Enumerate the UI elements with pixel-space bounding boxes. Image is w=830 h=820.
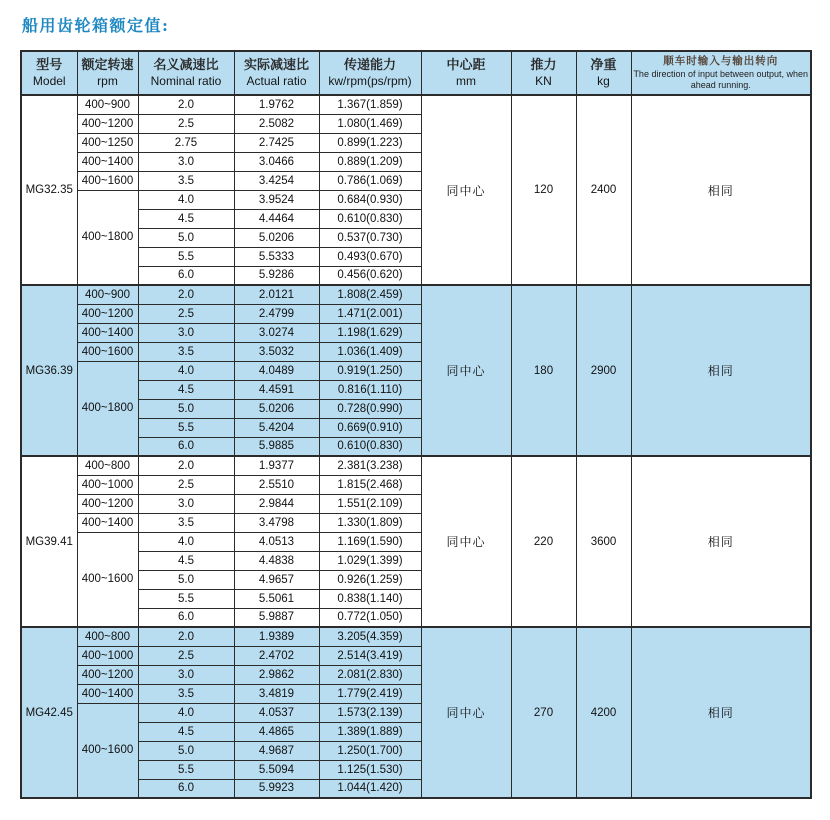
actual-ratio-cell: 2.5082	[234, 114, 319, 133]
column-header-actual-zh: 实际减速比	[243, 57, 309, 73]
table-row	[21, 627, 811, 646]
capacity-cell: 1.389(1.889)	[319, 722, 421, 741]
rpm-range-cell: 400~1600	[77, 532, 138, 627]
actual-ratio-cell: 4.4591	[234, 380, 319, 399]
column-header-model-zh: 型号	[36, 57, 63, 73]
rpm-range-cell: 400~1600	[77, 342, 138, 361]
nominal-ratio-cell: 6.0	[138, 608, 234, 627]
model-cell: MG42.45	[21, 627, 77, 798]
column-header-thrust-en: KN	[535, 73, 552, 88]
nominal-ratio-cell: 6.0	[138, 266, 234, 285]
rpm-range-cell: 400~1200	[77, 304, 138, 323]
actual-ratio-cell: 1.9762	[234, 95, 319, 114]
actual-ratio-cell: 5.9923	[234, 779, 319, 798]
nominal-ratio-cell: 5.5	[138, 589, 234, 608]
capacity-cell: 2.081(2.830)	[319, 665, 421, 684]
capacity-cell: 1.330(1.809)	[319, 513, 421, 532]
nominal-ratio-cell: 4.5	[138, 551, 234, 570]
actual-ratio-cell: 4.9657	[234, 570, 319, 589]
nominal-ratio-cell: 6.0	[138, 437, 234, 456]
table-body	[21, 95, 811, 798]
nominal-ratio-cell: 4.5	[138, 722, 234, 741]
column-header-model	[21, 51, 77, 95]
capacity-cell: 0.610(0.830)	[319, 437, 421, 456]
column-header-center	[421, 51, 511, 95]
capacity-cell: 1.250(1.700)	[319, 741, 421, 760]
capacity-cell: 1.044(1.420)	[319, 779, 421, 798]
nominal-ratio-cell: 4.0	[138, 190, 234, 209]
nominal-ratio-cell: 4.5	[138, 380, 234, 399]
column-header-rpm-zh: 额定转速	[81, 57, 134, 73]
nominal-ratio-cell: 3.5	[138, 171, 234, 190]
nominal-ratio-cell: 4.5	[138, 209, 234, 228]
rpm-range-cell: 400~1600	[77, 703, 138, 798]
rpm-range-cell: 400~1800	[77, 361, 138, 456]
nominal-ratio-cell: 5.0	[138, 741, 234, 760]
capacity-cell: 1.029(1.399)	[319, 551, 421, 570]
nominal-ratio-cell: 5.0	[138, 399, 234, 418]
direction-cell: 相同	[631, 285, 811, 456]
capacity-cell: 1.573(2.139)	[319, 703, 421, 722]
actual-ratio-cell: 5.4204	[234, 418, 319, 437]
actual-ratio-cell: 5.5094	[234, 760, 319, 779]
actual-ratio-cell: 2.4799	[234, 304, 319, 323]
nominal-ratio-cell: 4.0	[138, 703, 234, 722]
gearbox-spec-table	[20, 50, 812, 799]
actual-ratio-cell: 2.0121	[234, 285, 319, 304]
table-row	[21, 95, 811, 114]
actual-ratio-cell: 5.5333	[234, 247, 319, 266]
actual-ratio-cell: 4.4464	[234, 209, 319, 228]
thrust-cell: 220	[511, 456, 576, 627]
rpm-range-cell: 400~900	[77, 95, 138, 114]
nominal-ratio-cell: 6.0	[138, 779, 234, 798]
nominal-ratio-cell: 5.5	[138, 418, 234, 437]
rpm-range-cell: 400~1200	[77, 494, 138, 513]
rpm-range-cell: 400~900	[77, 285, 138, 304]
capacity-cell: 0.889(1.209)	[319, 152, 421, 171]
capacity-cell: 0.684(0.930)	[319, 190, 421, 209]
actual-ratio-cell: 4.0513	[234, 532, 319, 551]
table-header	[21, 51, 811, 95]
nominal-ratio-cell: 2.0	[138, 285, 234, 304]
nominal-ratio-cell: 2.0	[138, 627, 234, 646]
column-header-thrust-zh: 推力	[530, 57, 557, 73]
capacity-cell: 2.514(3.419)	[319, 646, 421, 665]
nominal-ratio-cell: 2.0	[138, 95, 234, 114]
column-header-weight-zh: 净重	[590, 57, 617, 73]
actual-ratio-cell: 3.9524	[234, 190, 319, 209]
rpm-range-cell: 400~1000	[77, 646, 138, 665]
actual-ratio-cell: 4.0537	[234, 703, 319, 722]
actual-ratio-cell: 5.0206	[234, 228, 319, 247]
weight-cell: 2900	[576, 285, 631, 456]
capacity-cell: 1.125(1.530)	[319, 760, 421, 779]
rpm-range-cell: 400~800	[77, 627, 138, 646]
model-cell: MG39.41	[21, 456, 77, 627]
capacity-cell: 0.537(0.730)	[319, 228, 421, 247]
actual-ratio-cell: 5.9887	[234, 608, 319, 627]
nominal-ratio-cell: 3.0	[138, 323, 234, 342]
thrust-cell: 270	[511, 627, 576, 798]
weight-cell: 2400	[576, 95, 631, 285]
rpm-range-cell: 400~1000	[77, 475, 138, 494]
capacity-cell: 1.815(2.468)	[319, 475, 421, 494]
actual-ratio-cell: 5.5061	[234, 589, 319, 608]
column-header-direction	[631, 51, 811, 95]
nominal-ratio-cell: 2.5	[138, 646, 234, 665]
capacity-cell: 0.816(1.110)	[319, 380, 421, 399]
rpm-range-cell: 400~1400	[77, 684, 138, 703]
rpm-range-cell: 400~1200	[77, 114, 138, 133]
column-header-capacity	[319, 51, 421, 95]
capacity-cell: 1.036(1.409)	[319, 342, 421, 361]
weight-cell: 3600	[576, 456, 631, 627]
center-distance-cell: 同中心	[421, 95, 511, 285]
capacity-cell: 2.381(3.238)	[319, 456, 421, 475]
actual-ratio-cell: 2.7425	[234, 133, 319, 152]
capacity-cell: 0.899(1.223)	[319, 133, 421, 152]
capacity-cell: 1.808(2.459)	[319, 285, 421, 304]
nominal-ratio-cell: 3.0	[138, 152, 234, 171]
column-header-capacity-en: kw/rpm(ps/rpm)	[328, 73, 412, 88]
nominal-ratio-cell: 4.0	[138, 532, 234, 551]
actual-ratio-cell: 2.9862	[234, 665, 319, 684]
capacity-cell: 1.367(1.859)	[319, 95, 421, 114]
column-header-capacity-zh: 传递能力	[343, 57, 396, 73]
rpm-range-cell: 400~1400	[77, 513, 138, 532]
column-header-rpm	[77, 51, 138, 95]
actual-ratio-cell: 5.9286	[234, 266, 319, 285]
column-header-nominal	[138, 51, 234, 95]
rpm-range-cell: 400~1250	[77, 133, 138, 152]
capacity-cell: 1.169(1.590)	[319, 532, 421, 551]
nominal-ratio-cell: 2.5	[138, 475, 234, 494]
capacity-cell: 0.838(1.140)	[319, 589, 421, 608]
rpm-range-cell: 400~1400	[77, 152, 138, 171]
nominal-ratio-cell: 3.0	[138, 665, 234, 684]
column-header-nominal-zh: 名义减速比	[153, 57, 219, 73]
capacity-cell: 0.919(1.250)	[319, 361, 421, 380]
capacity-cell: 1.471(2.001)	[319, 304, 421, 323]
actual-ratio-cell: 4.4838	[234, 551, 319, 570]
actual-ratio-cell: 2.9844	[234, 494, 319, 513]
direction-cell: 相同	[631, 456, 811, 627]
column-header-thrust	[511, 51, 576, 95]
model-cell: MG32.35	[21, 95, 77, 285]
column-header-rpm-en: rpm	[97, 73, 118, 88]
center-distance-cell: 同中心	[421, 285, 511, 456]
column-header-direction-en: The direction of input between output, when ahead running.	[633, 69, 809, 91]
capacity-cell: 0.728(0.990)	[319, 399, 421, 418]
rpm-range-cell: 400~1400	[77, 323, 138, 342]
column-header-weight-en: kg	[597, 73, 610, 88]
column-header-model-en: Model	[32, 73, 66, 88]
column-header-nominal-en: Nominal ratio	[150, 73, 222, 88]
nominal-ratio-cell: 5.0	[138, 228, 234, 247]
nominal-ratio-cell: 5.0	[138, 570, 234, 589]
column-header-center-zh: 中心距	[446, 57, 486, 73]
rpm-range-cell: 400~1600	[77, 171, 138, 190]
direction-cell: 相同	[631, 627, 811, 798]
capacity-cell: 1.080(1.469)	[319, 114, 421, 133]
capacity-cell: 0.669(0.910)	[319, 418, 421, 437]
center-distance-cell: 同中心	[421, 456, 511, 627]
nominal-ratio-cell: 2.75	[138, 133, 234, 152]
column-header-center-en: mm	[456, 73, 476, 88]
column-header-actual	[234, 51, 319, 95]
actual-ratio-cell: 3.0274	[234, 323, 319, 342]
rpm-range-cell: 400~1200	[77, 665, 138, 684]
actual-ratio-cell: 1.9377	[234, 456, 319, 475]
nominal-ratio-cell: 3.5	[138, 684, 234, 703]
capacity-cell: 0.772(1.050)	[319, 608, 421, 627]
rpm-range-cell: 400~1800	[77, 190, 138, 285]
nominal-ratio-cell: 3.0	[138, 494, 234, 513]
nominal-ratio-cell: 4.0	[138, 361, 234, 380]
capacity-cell: 3.205(4.359)	[319, 627, 421, 646]
weight-cell: 4200	[576, 627, 631, 798]
actual-ratio-cell: 4.9687	[234, 741, 319, 760]
column-header-direction-zh: 顺车时输入与输出转向	[663, 55, 779, 68]
column-header-weight	[576, 51, 631, 95]
actual-ratio-cell: 3.4819	[234, 684, 319, 703]
actual-ratio-cell: 2.4702	[234, 646, 319, 665]
thrust-cell: 180	[511, 285, 576, 456]
direction-cell: 相同	[631, 95, 811, 285]
actual-ratio-cell: 3.5032	[234, 342, 319, 361]
capacity-cell: 0.786(1.069)	[319, 171, 421, 190]
actual-ratio-cell: 3.0466	[234, 152, 319, 171]
page-title: 船用齿轮箱额定值:	[22, 16, 170, 35]
nominal-ratio-cell: 2.0	[138, 456, 234, 475]
nominal-ratio-cell: 3.5	[138, 513, 234, 532]
capacity-cell: 1.551(2.109)	[319, 494, 421, 513]
model-cell: MG36.39	[21, 285, 77, 456]
actual-ratio-cell: 2.5510	[234, 475, 319, 494]
table-row	[21, 456, 811, 475]
actual-ratio-cell: 5.0206	[234, 399, 319, 418]
actual-ratio-cell: 4.4865	[234, 722, 319, 741]
rpm-range-cell: 400~800	[77, 456, 138, 475]
nominal-ratio-cell: 2.5	[138, 304, 234, 323]
capacity-cell: 0.456(0.620)	[319, 266, 421, 285]
capacity-cell: 1.198(1.629)	[319, 323, 421, 342]
actual-ratio-cell: 1.9389	[234, 627, 319, 646]
capacity-cell: 1.779(2.419)	[319, 684, 421, 703]
capacity-cell: 0.493(0.670)	[319, 247, 421, 266]
capacity-cell: 0.926(1.259)	[319, 570, 421, 589]
nominal-ratio-cell: 5.5	[138, 760, 234, 779]
actual-ratio-cell: 4.0489	[234, 361, 319, 380]
nominal-ratio-cell: 3.5	[138, 342, 234, 361]
column-header-actual-en: Actual ratio	[246, 73, 307, 88]
nominal-ratio-cell: 5.5	[138, 247, 234, 266]
capacity-cell: 0.610(0.830)	[319, 209, 421, 228]
thrust-cell: 120	[511, 95, 576, 285]
table-row	[21, 285, 811, 304]
center-distance-cell: 同中心	[421, 627, 511, 798]
actual-ratio-cell: 5.9885	[234, 437, 319, 456]
actual-ratio-cell: 3.4254	[234, 171, 319, 190]
nominal-ratio-cell: 2.5	[138, 114, 234, 133]
actual-ratio-cell: 3.4798	[234, 513, 319, 532]
